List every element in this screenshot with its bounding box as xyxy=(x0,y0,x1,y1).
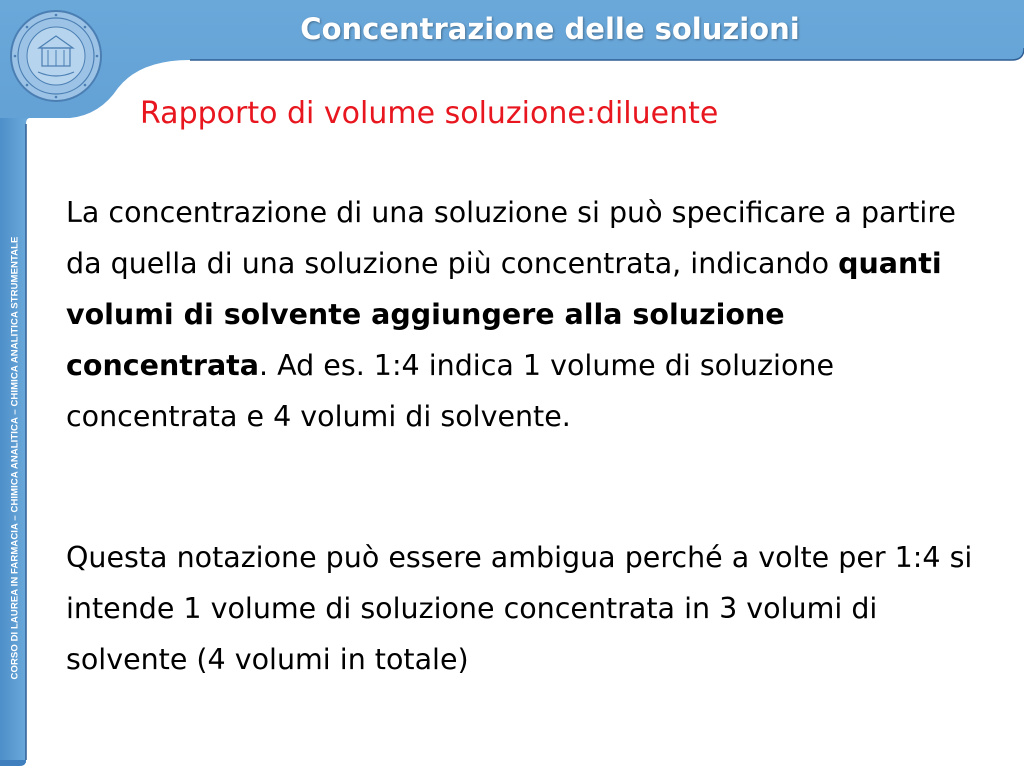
paragraph-1-text-a: La concentrazione di una soluzione si può specificare a partire da quella di una soluzione più concentrata, indicando xyxy=(66,196,956,280)
paragraph-1-bold-text: quanti volumi di solvente aggiungere alla soluzione concentrata xyxy=(66,247,942,382)
course-vertical-label: CORSO DI LAUREA IN FARMACIA – CHIMICA ANALITICA – CHIMICA ANALITICA STRUMENTALE xyxy=(9,236,21,679)
slide-subtitle: Rapporto di volume soluzione:diluente xyxy=(140,96,719,131)
paragraph-2: Questa notazione può essere ambigua perché a volte per 1:4 si intende 1 volume di soluzione concentrata in 3 volumi di solvente (4 volumi in totale) xyxy=(66,541,973,676)
paragraph-1-text-b: . Ad es. 1:4 indica 1 volume di soluzione concentrata e 4 volumi di solvente. xyxy=(66,349,835,433)
sidebar-vertical-text-container xyxy=(4,170,26,745)
paragraph-1 xyxy=(66,187,976,442)
university-seal-icon xyxy=(8,8,104,104)
slide-header-title: Concentrazione delle soluzioni xyxy=(300,12,800,46)
